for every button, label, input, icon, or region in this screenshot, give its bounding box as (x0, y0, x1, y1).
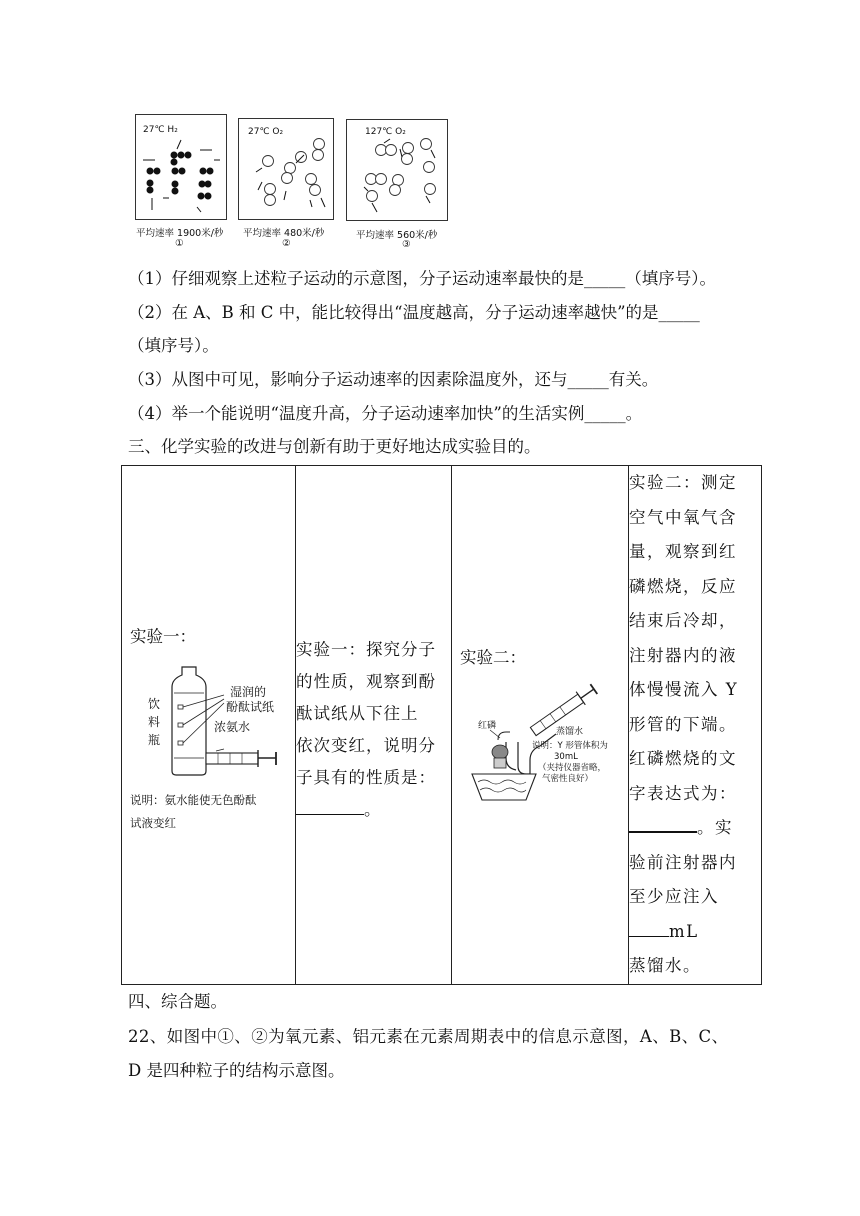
experiment-table (121, 465, 762, 985)
caption-num-3: ③ (402, 239, 411, 250)
cell-experiment-2-text (629, 466, 762, 985)
cell2-line: 酞试纸从下往上 (296, 703, 419, 723)
cell4-line-end: 。实 (697, 818, 733, 837)
cell2-line: 依次变红，说明分 (296, 735, 436, 755)
note-3: （夹持仪器省略， (538, 762, 607, 773)
cell4-blank-line (629, 811, 761, 846)
question-22-line1: 22、如图中①、②为氧元素、铝元素在元素周期表中的信息示意图，A、B、C、 (128, 1027, 729, 1046)
molecule-diagram-1 (135, 114, 227, 220)
temp-label: 127℃ O₂ (365, 127, 406, 137)
caption-num-2: ② (282, 238, 291, 249)
answer-blank (629, 815, 697, 833)
note-1: 说明：Y 形管体积为 (532, 740, 608, 751)
cell-experiment-1-text (296, 466, 452, 985)
label-ammonia: 浓氨水 (214, 719, 251, 734)
cell4-line: 量，观察到红 (629, 542, 737, 561)
cell4-line: 磷燃烧，反应 (629, 576, 737, 596)
note-2: 30mL (554, 751, 578, 762)
figure-o2-27c (238, 118, 334, 224)
label-red-phosphorus: 红磷 (478, 720, 497, 731)
cell4-line: 实验二：测定 (629, 473, 737, 492)
caption-rate-3: 平均速率 560米/秒 (356, 230, 438, 241)
cell4-line: 验前注射器内 (629, 852, 737, 872)
molecule-diagram-3 (346, 119, 448, 221)
question-1: （1）仔细观察上述粒子运动的示意图，分子运动速率最快的是_____（填序号）。 (128, 269, 716, 288)
label-wet-paper-2: 酚酞试纸 (226, 699, 275, 714)
caption-rate-2: 平均速率 480米/秒 (243, 228, 325, 239)
label-bottle-2: 料 (148, 714, 161, 729)
question-4: （4）举一个能说明“温度升高，分子运动速率加快”的生活实例_____。 (128, 404, 643, 423)
cell-experiment-1-figure (122, 466, 296, 985)
cell4-line: 至少应注入 (629, 887, 719, 906)
cell-experiment-2-figure (452, 466, 629, 985)
section-4-heading: 四、综合题。 (128, 992, 227, 1011)
cell4-line: 蒸馏水。 (629, 956, 701, 975)
cell1-note-1: 说明：氨水能使无色酚酞 (130, 792, 257, 807)
answer-blank (629, 920, 669, 937)
cell2-line-end: 。 (364, 799, 382, 819)
cell4-line: 红磷燃烧的文 (629, 749, 737, 768)
cell4-ml-unit: mL (669, 921, 699, 941)
section-3-heading: 三、化学实验的改进与创新有助于更好地达成实验目的。 (128, 437, 541, 456)
question-2-line1: （2）在 A、B 和 C 中，能比较得出“温度越高，分子运动速率越快”的是_____ (128, 303, 700, 322)
question-3: （3）从图中可见，影响分子运动速率的因素除温度外，还与_____有关。 (128, 370, 659, 389)
cell2-line: 子具有的性质是： (296, 767, 436, 787)
label-bottle-1: 饮 (148, 696, 161, 711)
cell4-line: 字表达式为： (629, 783, 737, 803)
label-distilled-water: 蒸馏水 (556, 726, 584, 737)
experiment-2-apparatus (460, 674, 622, 802)
question-2-line2: （填序号）。 (128, 336, 219, 355)
label-wet-paper-1: 湿润的 (230, 684, 267, 699)
molecule-diagram-2 (238, 118, 334, 220)
cell4-line: 形管的下端。 (629, 714, 737, 734)
question-22-line2: D 是四种粒子的结构示意图。 (128, 1061, 345, 1080)
cell2-answer-line (296, 794, 451, 826)
cell4-line: 注射器内的液 (629, 645, 737, 665)
experiment-1-apparatus (130, 653, 288, 783)
figure-o2-127c (346, 119, 448, 225)
answer-blank (296, 798, 364, 815)
note-4: 气密性良好） (542, 773, 594, 784)
caption-rate-1: 平均速率 1900米/秒 (136, 228, 224, 239)
cell1-note-2: 试液变红 (130, 815, 176, 830)
figure-h2-27c (135, 114, 227, 224)
caption-num-1: ① (175, 238, 184, 249)
cell4-ml-line (629, 915, 761, 950)
cell2-line: 的性质，观察到酚 (296, 671, 436, 691)
cell4-line: 结束后冷却， (629, 611, 737, 630)
cell4-line: 体慢慢流入 Y (629, 680, 739, 699)
cell2-line: 实验一：探究分子 (296, 639, 436, 659)
cell1-title: 实验一： (130, 626, 196, 646)
cell3-title: 实验二： (460, 647, 526, 667)
temp-label: 27℃ H₂ (143, 125, 178, 135)
cell4-line: 空气中氧气含 (629, 507, 737, 527)
temp-label: 27℃ O₂ (248, 127, 284, 137)
label-bottle-3: 瓶 (148, 732, 161, 747)
